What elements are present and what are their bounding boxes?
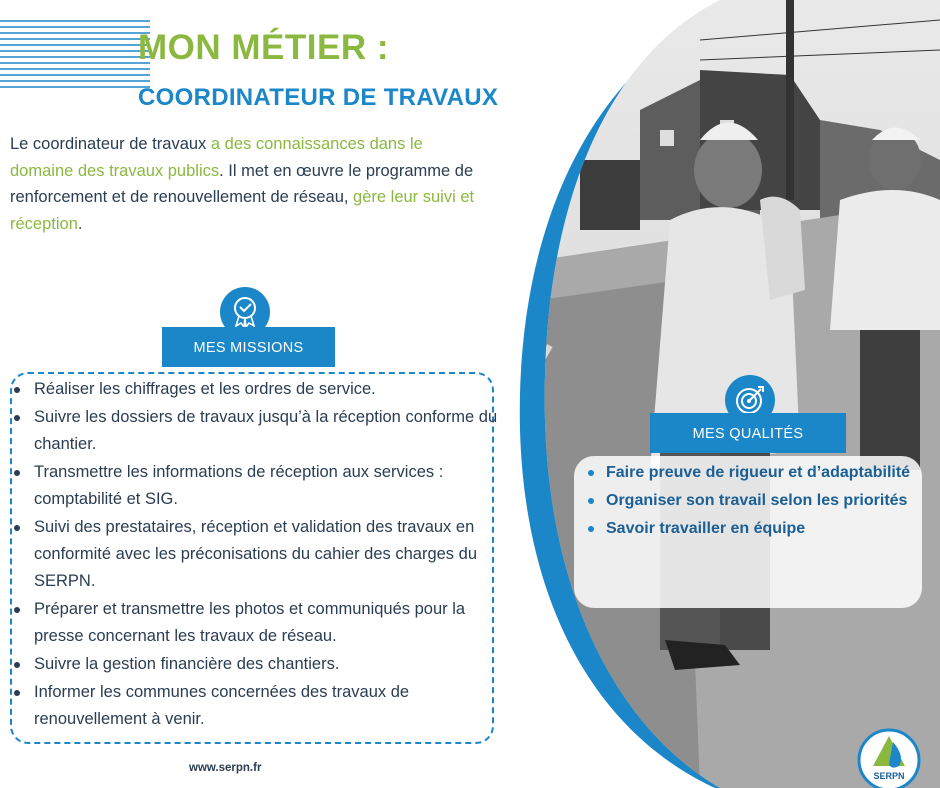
logo-text: SERPN <box>873 771 905 781</box>
qualities-list <box>586 459 916 543</box>
website-link[interactable]: www.serpn.fr <box>189 762 262 774</box>
mission-item: Réaliser les chiffrages et les ordres de service. <box>12 376 498 403</box>
job-title: COORDINATEUR DE TRAVAUX <box>138 84 499 111</box>
quality-item: Faire preuve de rigueur et d’adaptabilité <box>586 459 916 487</box>
quality-item: Savoir travailler en équipe <box>586 515 916 543</box>
intro-highlight: a des connaissances dans le domaine des travaux publics <box>10 135 423 180</box>
mission-item: Suivi des prestataires, réception et validation des travaux en conformité avec les préconisations du cahier des charges du SERPN. <box>12 514 498 595</box>
mission-item: Suivre la gestion financière des chantiers. <box>12 651 498 678</box>
serpn-logo <box>855 726 923 788</box>
mission-item: Transmettre les informations de réception aux services : comptabilité et SIG. <box>12 459 498 513</box>
missions-heading: MES MISSIONS <box>162 327 335 367</box>
mission-item: Suivre les dossiers de travaux jusqu’à la réception conforme du chantier. <box>12 404 498 458</box>
intro-paragraph <box>10 131 490 237</box>
intro-text: . <box>77 214 83 233</box>
qualities-heading: MES QUALITÉS <box>650 413 846 453</box>
intro-text: . Il met en œuvre le programme de renforcement et de renouvellement de réseau, <box>10 161 474 206</box>
missions-list <box>12 376 498 734</box>
mission-item: Informer les communes concernées des travaux de renouvellement à venir. <box>12 679 498 733</box>
quality-item: Organiser son travail selon les priorités <box>586 487 916 515</box>
intro-text: Le coordinateur de travaux <box>10 135 211 153</box>
mission-item: Préparer et transmettre les photos et communiqués pour la presse concernant les travaux de réseau. <box>12 596 498 650</box>
intro-highlight: gère leur suivi et réception <box>10 188 475 233</box>
page-title: MON MÉTIER : <box>138 28 389 67</box>
